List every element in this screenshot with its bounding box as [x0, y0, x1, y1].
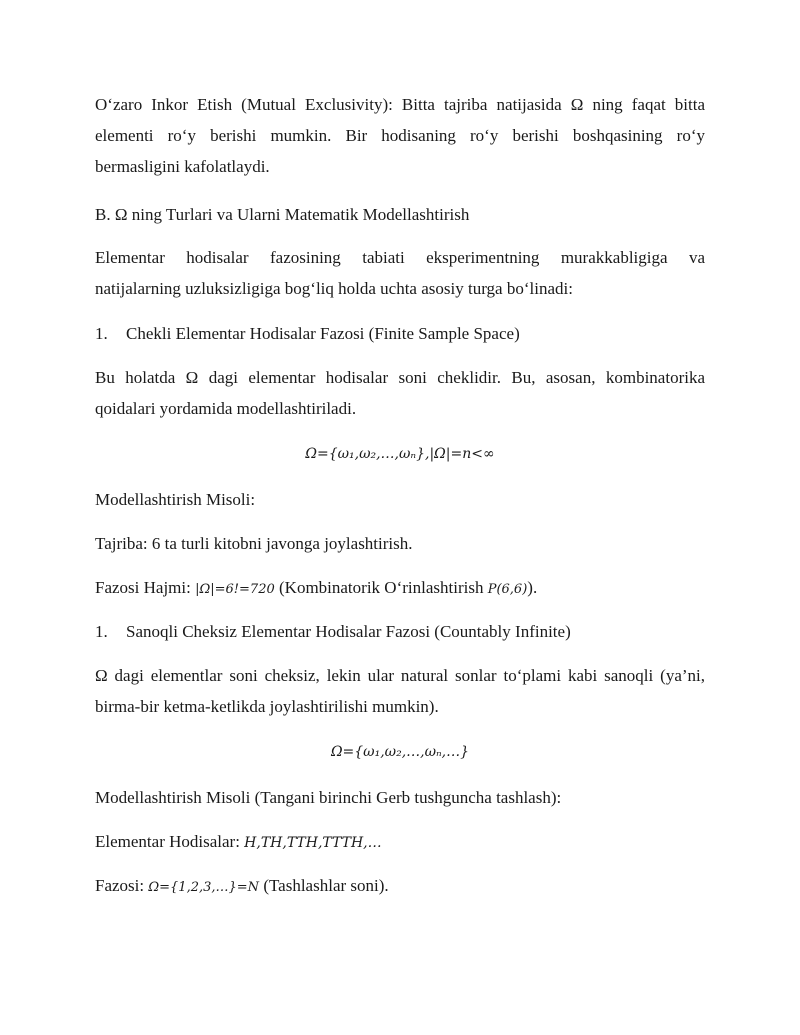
list-item-1-heading [95, 324, 705, 344]
item-1-example-heading: Modellashtirish Misoli: [95, 490, 256, 509]
list-item-1-number: 1. [95, 324, 108, 343]
space-note: (Tashlashlar soni). [263, 876, 389, 895]
section-b-heading: B. Ω ning Turlari va Ularni Matematik Modellashtirish [95, 205, 470, 224]
paragraph-mutual-line-3: bermasligini kafolatlaydi. [95, 157, 270, 176]
permutation-formula: P(6,6) [487, 582, 528, 597]
space-label: Fazosi: [95, 876, 145, 895]
item-1-formula [95, 443, 705, 464]
item-2-space [95, 876, 705, 898]
space-formula: Ω={1,2,3,…}=N [148, 880, 260, 895]
item-2-example-heading: Modellashtirish Misoli (Tangani birinchi Gerb tushguncha tashlash): [95, 788, 562, 807]
paragraph-mutual-line-1: O‘zaro Inkor Etish (Mutual Exclusivity): Bitta tajriba natijasida Ω ning faqat bitta [95, 95, 705, 114]
paragraph-mutual-line-2: elementi ro‘y berishi mumkin. Bir hodisaning ro‘y berishi boshqasining ro‘y [95, 126, 705, 145]
item-1-space-size [95, 578, 705, 600]
list-item-1-title: Chekli Elementar Hodisalar Fazosi (Finite Sample Space) [126, 324, 520, 343]
space-size-note-suffix: ). [527, 578, 538, 597]
list-item-2-title: Sanoqli Cheksiz Elementar Hodisalar Fazosi (Countably Infinite) [126, 622, 571, 641]
item-2-desc-line-1: Ω dagi elementlar soni cheksiz, lekin ular natural sonlar to‘plami kabi sanoqli (ya’ni, [95, 666, 705, 685]
list-item-2-heading [95, 622, 705, 642]
space-size-note-prefix: (Kombinatorik O‘rinlashtirish [279, 578, 484, 597]
item-1-desc-line-2: qoidalari yordamida modellashtiriladi. [95, 399, 357, 418]
paragraph-intro-line-1: Elementar hodisalar fazosining tabiati eksperimentning murakkabligiga va [95, 248, 705, 267]
item-1-desc-line-1: Bu holatda Ω dagi elementar hodisalar soni cheklidir. Bu, asosan, kombinatorika [95, 368, 705, 387]
list-item-2-number: 1. [95, 622, 108, 641]
paragraph-intro-line-2: natijalarning uzluksizligiga bog‘liq holda uchta asosiy turga bo‘linadi: [95, 279, 573, 298]
item-2-desc-line-2: birma-bir ketma-ketlikda joylashtirilishi mumkin). [95, 697, 439, 716]
item-2-elementary-events [95, 832, 705, 853]
space-size-label: Fazosi Hajmi: [95, 578, 191, 597]
elementary-events-value: H,TH,TTH,TTTH,… [244, 835, 382, 851]
finite-space-formula: Ω={ω₁,ω₂,…,ωₙ},|Ω|=n<∞ [305, 446, 495, 462]
elementary-events-label: Elementar Hodisalar: [95, 832, 240, 851]
countable-space-formula: Ω={ω₁,ω₂,…,ωₙ,…} [330, 744, 470, 760]
item-2-formula [95, 741, 705, 762]
space-size-formula: |Ω|=6!=720 [195, 582, 275, 597]
item-1-experiment: Tajriba: 6 ta turli kitobni javonga joylashtirish. [95, 534, 413, 553]
